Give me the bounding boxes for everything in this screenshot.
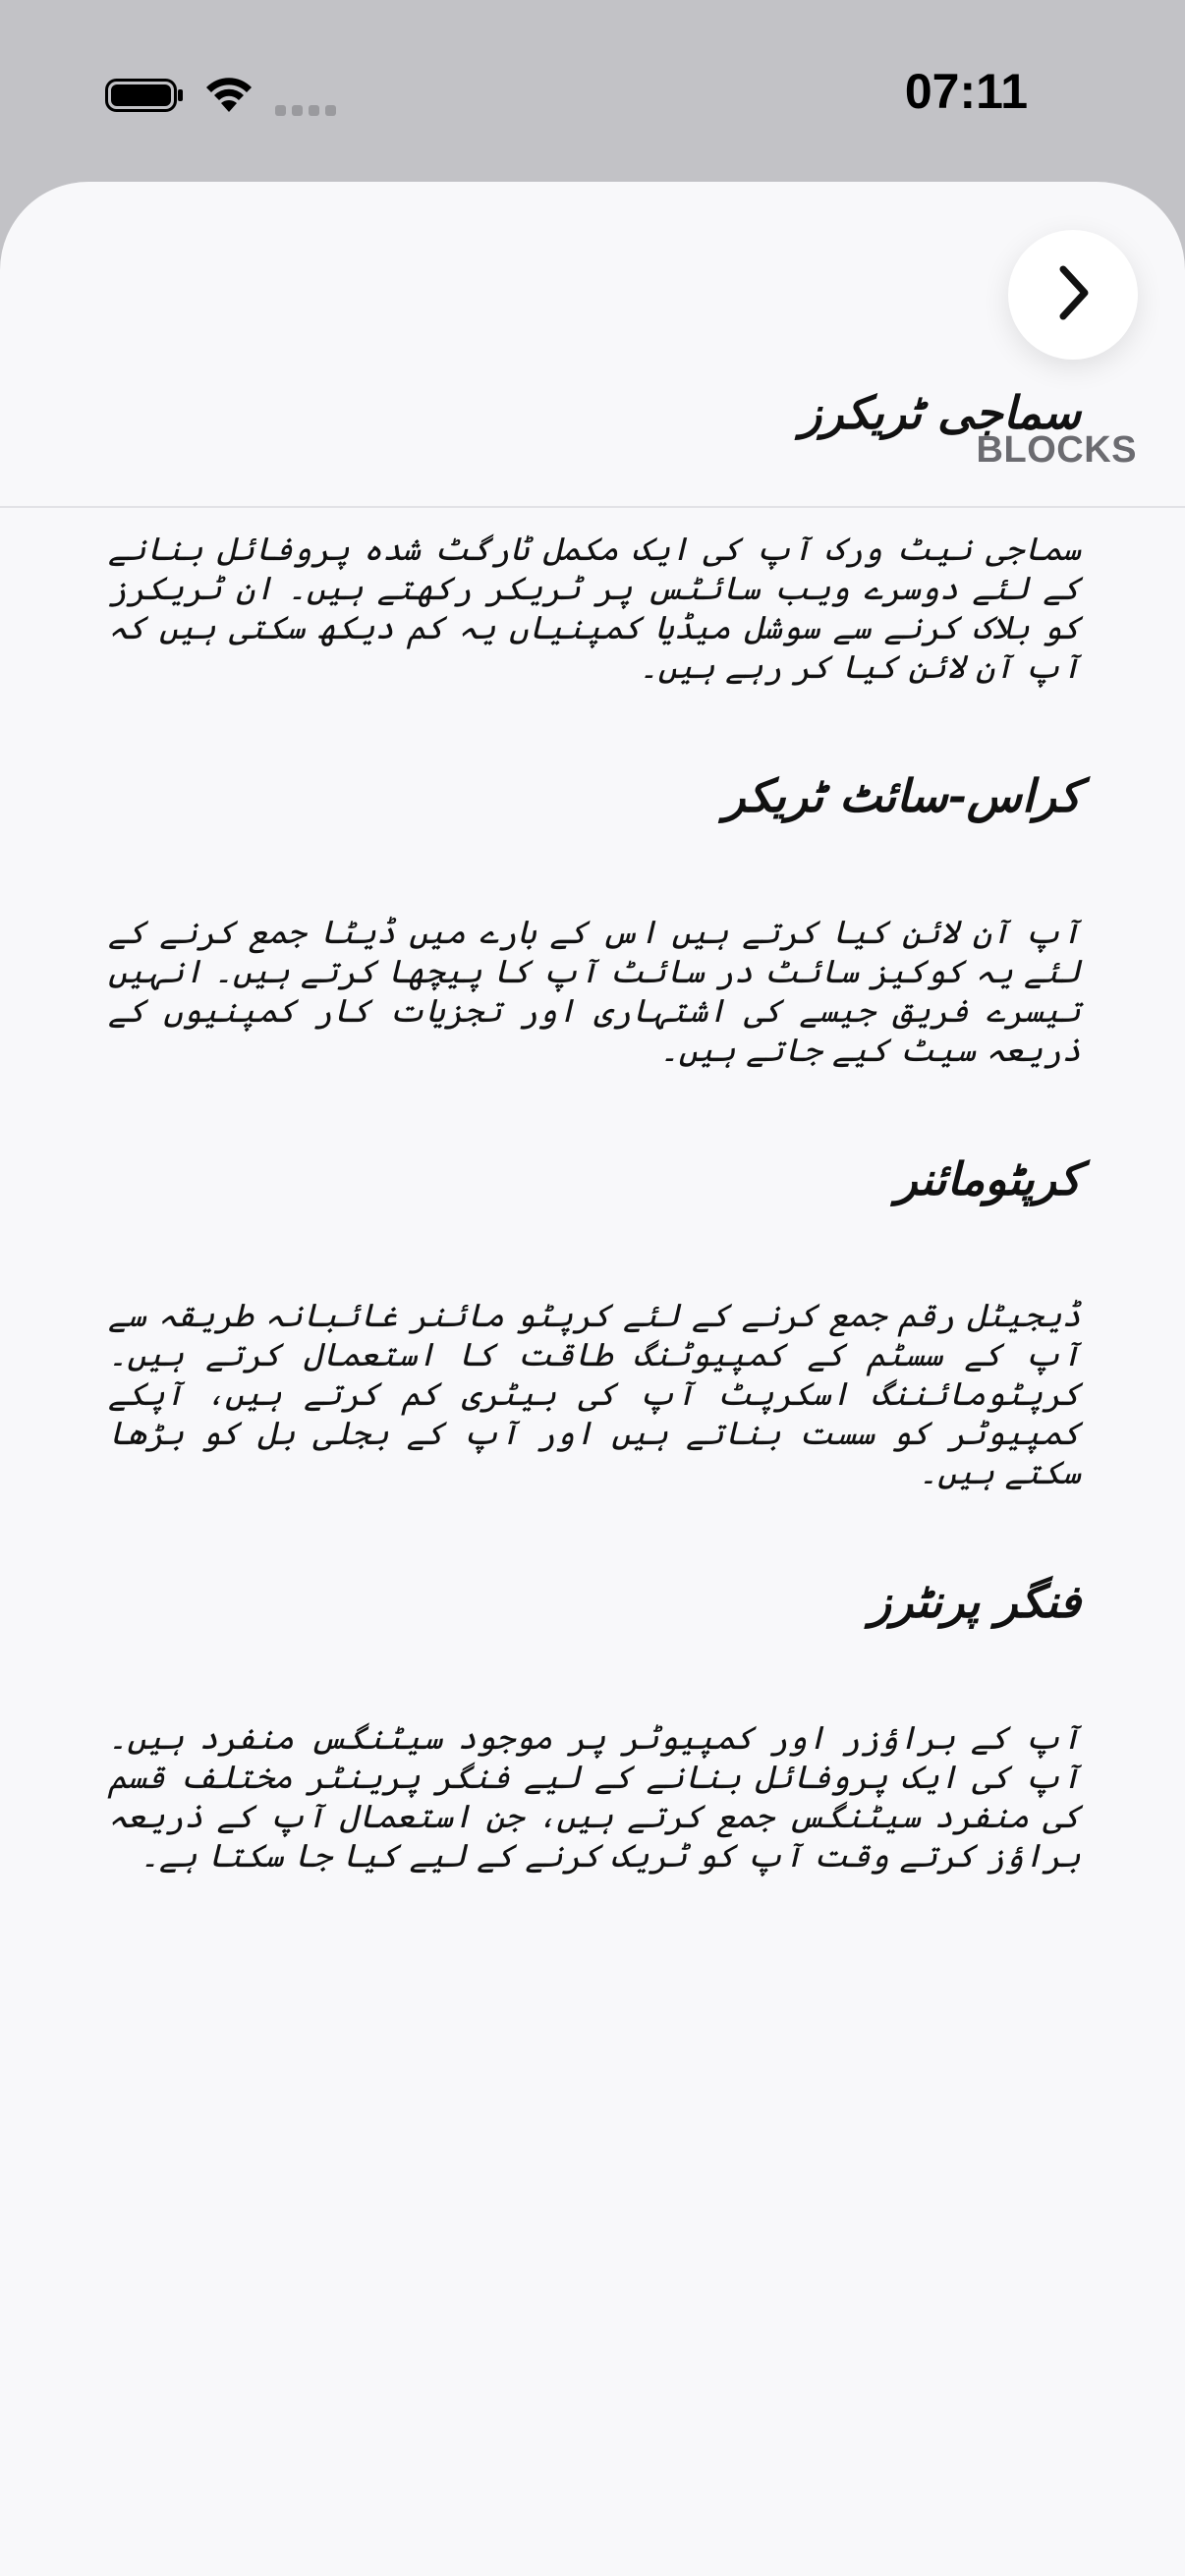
- status-time: 07:11: [904, 64, 1028, 119]
- cellular-signal-icon: [275, 102, 338, 116]
- section-heading: کراس-سائٹ ٹریکر: [723, 769, 1081, 822]
- next-button[interactable]: [1008, 230, 1138, 360]
- section-cross-site-trackers: [108, 761, 1081, 1070]
- section-body: ڈیجیٹل رقم جمع کرنے کے لئے کرپٹو مائنر غائبانہ طریقہ سے آپ کے سسٹم کے کمپیوٹنگ طاقت کا استعمال کرتے ہیں۔ کرپٹومائننگ اسکرپٹ آپ کی بیٹری کم کرتے ہیں، آپکے کمپیوٹر کو سست بناتے ہیں اور آپ کے بجلی بل کو بڑھا سکتے ہیں۔: [108, 1296, 1081, 1491]
- section-body: آپ آن لائن کیا کرتے ہیں اس کے بارے میں ڈیٹا جمع کرنے کے لئے یہ کوکیز سائٹ در سائٹ آپ کا پیچھا کرتے ہیں۔ انہیں تیسرے فریق جیسے کی اشتہاری اور تجزیات کار کمپنیوں کے ذریعہ سیٹ کیے جاتے ہیں۔: [108, 913, 1081, 1069]
- page-title: BLOCKS: [976, 429, 1137, 471]
- section-cryptominers: [108, 1145, 1081, 1492]
- battery-full-icon: [105, 79, 184, 112]
- blocks-content: [108, 378, 1081, 1950]
- section-body: آپ کے براؤزر اور کمپیوٹر پر موجود سیٹنگس منفرد ہیں۔ آپ کی ایک پروفائل بنانے کے لیے فنگر پرینٹر مختلف قسم کی منفرد سیٹنگس جمع کرتے ہیں، جن استعمال آپ کے ذریعہ براؤز کرتے وقت آپ کو ٹریک کرنے کے لیے کیا جا سکتا ہے۔: [108, 1718, 1081, 1875]
- section-fingerprinters: [108, 1567, 1081, 1876]
- section-heading: فنگر پرنٹرز: [869, 1575, 1081, 1628]
- status-bar: [0, 0, 1185, 182]
- wifi-icon: [204, 75, 254, 114]
- section-heading: کرپٹومائنر: [895, 1152, 1081, 1205]
- chevron-right-icon: [1053, 263, 1093, 326]
- section-heading: سماجی ٹریکرز: [800, 386, 1081, 439]
- section-body: سماجی نیٹ ورک آپ کی ایک مکمل ٹارگٹ شدہ پروفائل بنانے کے لئے دوسرے ویب سائٹس پر ٹریکر رکھتے ہیں۔ ان ٹریکرز کو بلاک کرنے سے سوشل میڈیا کمپنیاں یہ کم دیکھ سکتی ہیں کہ آپ آن لائن کیا کر رہے ہیں۔: [108, 530, 1081, 686]
- section-social-trackers: [108, 378, 1081, 687]
